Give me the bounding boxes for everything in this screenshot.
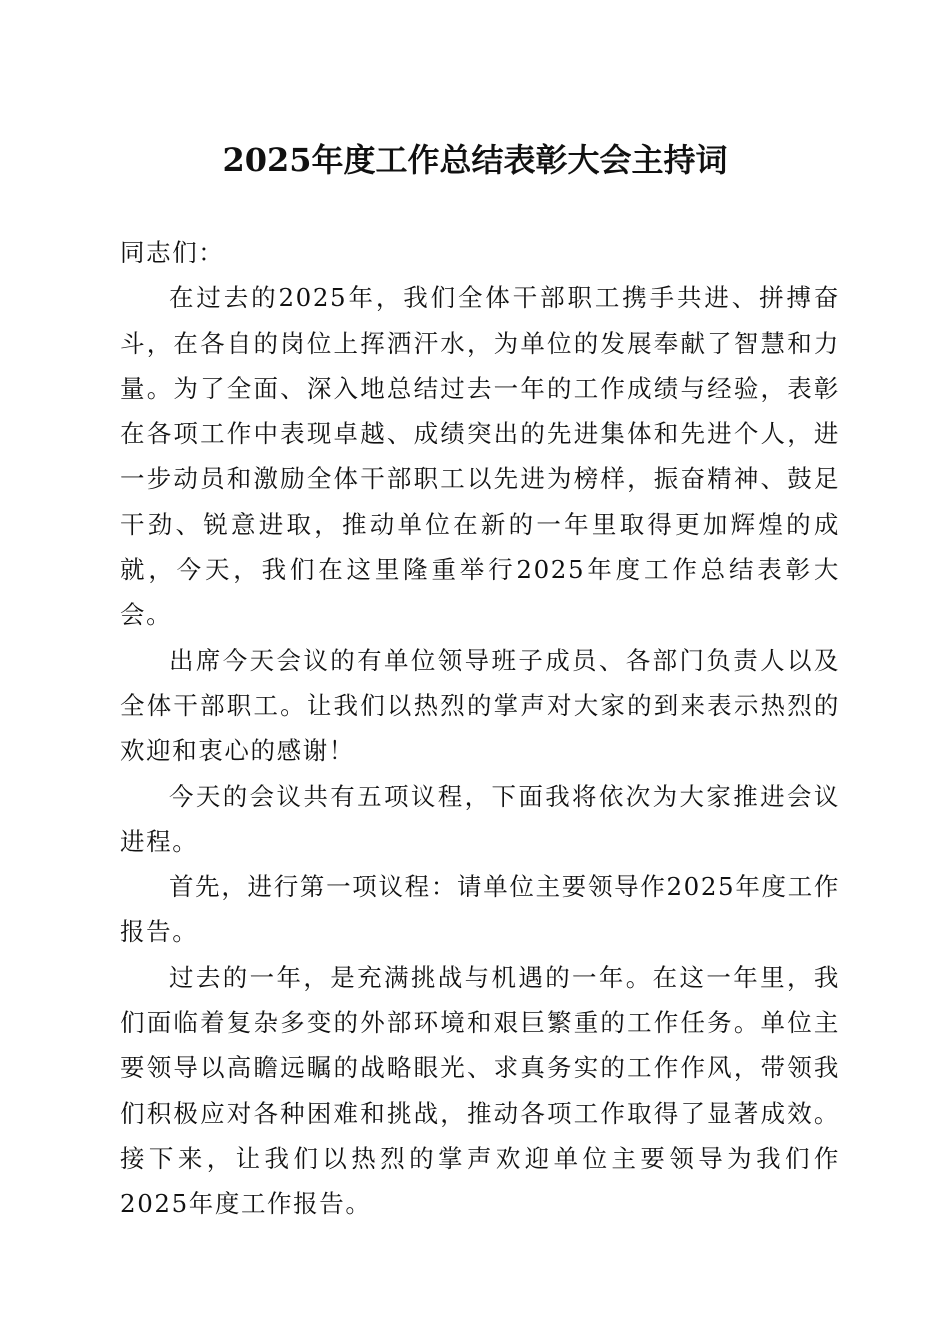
paragraph-1: 在过去的2025年，我们全体干部职工携手共进、拼搏奋斗，在各自的岗位上挥洒汗水，为单位的发展奉献了智慧和力量。为了全面、深入地总结过去一年的工作成绩与经验，表彰在各项工作中表现卓越、成绩突出的先进集体和先进个人，进一步动员和激励全体干部职工以先进为榜样，振奋精神、鼓足干劲、锐意进取，推动单位在新的一年里取得更加辉煌的成就，今天，我们在这里隆重举行2025年度工作总结表彰大会。 — [120, 283, 840, 630]
document-title: 2025年度工作总结表彰大会主持词 — [222, 141, 728, 179]
paragraph-5: 过去的一年，是充满挑战与机遇的一年。在这一年里，我们面临着复杂多变的外部环境和艰巨繁重的工作任务。单位主要领导以高瞻远瞩的战略眼光、求真务实的工作作风，带领我们积极应对各种困难和挑战，推动各项工作取得了显著成效。接下来，让我们以热烈的掌声欢迎单位主要领导为我们作2025年度工作报告。 — [120, 962, 840, 1219]
paragraph-2: 出席今天会议的有单位领导班子成员、各部门负责人以及全体干部职工。让我们以热烈的掌声对大家的到来表示热烈的欢迎和衷心的感谢！ — [120, 645, 840, 766]
document-body — [120, 230, 840, 1227]
paragraph-4: 首先，进行第一项议程：请单位主要领导作2025年度工作报告。 — [120, 872, 840, 947]
paragraph-3: 今天的会议共有五项议程，下面我将依次为大家推进会议进程。 — [120, 781, 840, 856]
salutation: 同志们： — [120, 238, 225, 267]
